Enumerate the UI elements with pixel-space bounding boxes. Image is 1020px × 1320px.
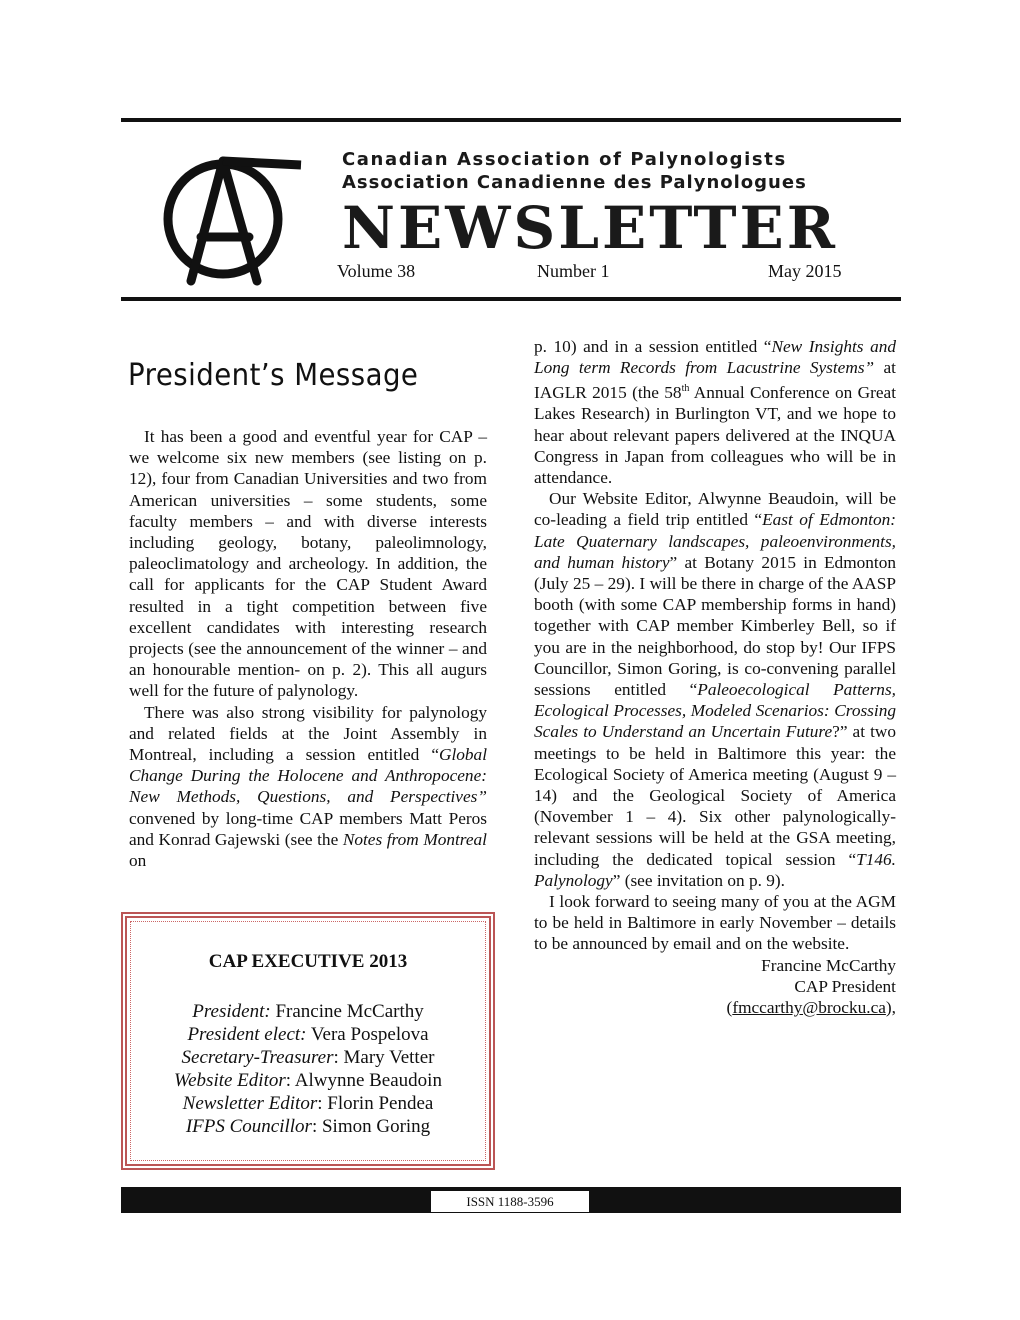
- cap-logo-icon: [161, 149, 306, 289]
- signature-name: Francine McCarthy: [761, 955, 896, 975]
- issn-label: ISSN 1188-3596: [431, 1191, 589, 1212]
- paragraph: There was also strong visibility for palynology and related fields at the Joint Assembly in Montreal, including a session entitled “Global Change During the Holocene and Anthropocene: New Methods, Questions, and Perspectives” convened by long-time CAP members Matt Peros and Konrad Gajewski (see the Notes from Montreal on: [129, 702, 487, 871]
- executive-row: President: Francine McCarthy: [192, 1001, 424, 1022]
- executive-row: IFPS Councillor: Simon Goring: [185, 1116, 431, 1137]
- executive-row: Secretary-Treasurer: Mary Vetter: [181, 1047, 435, 1068]
- top-rule: [121, 118, 901, 122]
- volume-label: Volume 38: [337, 261, 416, 281]
- paragraph: I look forward to seeing many of you at the AGM to be held in Baltimore in early November – details to be announced by email and on the website.: [534, 892, 896, 954]
- issue-number: Number 1: [537, 261, 610, 281]
- right-column: [534, 336, 896, 1018]
- paragraph: p. 10) and in a session entitled “New Insights and Long term Records from Lacustrine Systems” at IAGLR 2015 (the 58th Annual Conference on Great Lakes Research) in Burlington VT, and we hope to hear about relevant papers delivered at the INQUA Congress in Japan from colleagues who will be in attendance.: [534, 337, 896, 487]
- signature-email-line: (fmccarthy@brocku.ca),: [726, 998, 896, 1018]
- masthead-bottom-rule: [121, 297, 901, 301]
- executive-row: Website Editor: Alwynne Beaudoin: [174, 1070, 442, 1091]
- left-column: [129, 426, 487, 871]
- email-link[interactable]: fmccarthy@brocku.ca: [732, 998, 886, 1018]
- executive-row: President elect: Vera Pospelova: [187, 1024, 429, 1045]
- signature-role: CAP President: [794, 976, 896, 996]
- executive-box: [121, 912, 495, 1170]
- newsletter-title: NEWSLETTER: [342, 194, 838, 262]
- issue-date: May 2015: [768, 261, 842, 281]
- page-title: President’s Message: [128, 358, 419, 393]
- masthead: [151, 137, 873, 293]
- executive-title: CAP EXECUTIVE 2013: [208, 951, 408, 972]
- signature: [534, 955, 896, 1019]
- org-name-english: Canadian Association of Palynologists: [342, 149, 787, 170]
- paragraph: It has been a good and eventful year for CAP – we welcome six new members (see listing on p. 12), four from Canadian Universities and two from American universities – some students, some faculty members – and with diverse interests including geology, botany, paleolimnology, paleoclimatology and archeology. In addition, the call for applicants for the CAP Student Award resulted in a tight competition between five excellent candidates with interesting research projects (see the announcement of the winner – and an honourable mention- on p. 2). This all augurs well for the future of palynology.: [129, 427, 487, 701]
- executive-row: Newsletter Editor: Florin Pendea: [182, 1093, 434, 1114]
- paragraph: Our Website Editor, Alwynne Beaudoin, will be co-leading a field trip entitled “East of Edmonton: Late Quaternary landscapes, paleoenvironments, and human history” at Botany 2015 in Edmonton (July 25 – 29). I will be there in charge of the AASP booth (with some CAP membership forms in hand) together with CAP member Kimberley Bell, so if you are in the neighborhood, do stop by! Our IFPS Councillor, Simon Goring, is co-convening parallel sessions entitled “Paleoecological Patterns, Ecological Processes, Modeled Scenarios: Crossing Scales to Understand an Uncertain Future?” at two meetings to be held in Baltimore this year: the Ecological Society of America meeting (August 9 – 14) and the Geological Society of America (November 1 – 4). Six other palynologically-relevant sessions will be held at the GSA meeting, including the dedicated topical session “T146. Palynology” (see invitation on p. 9).: [534, 489, 897, 890]
- org-name-french: Association Canadienne des Palynologues: [342, 172, 807, 193]
